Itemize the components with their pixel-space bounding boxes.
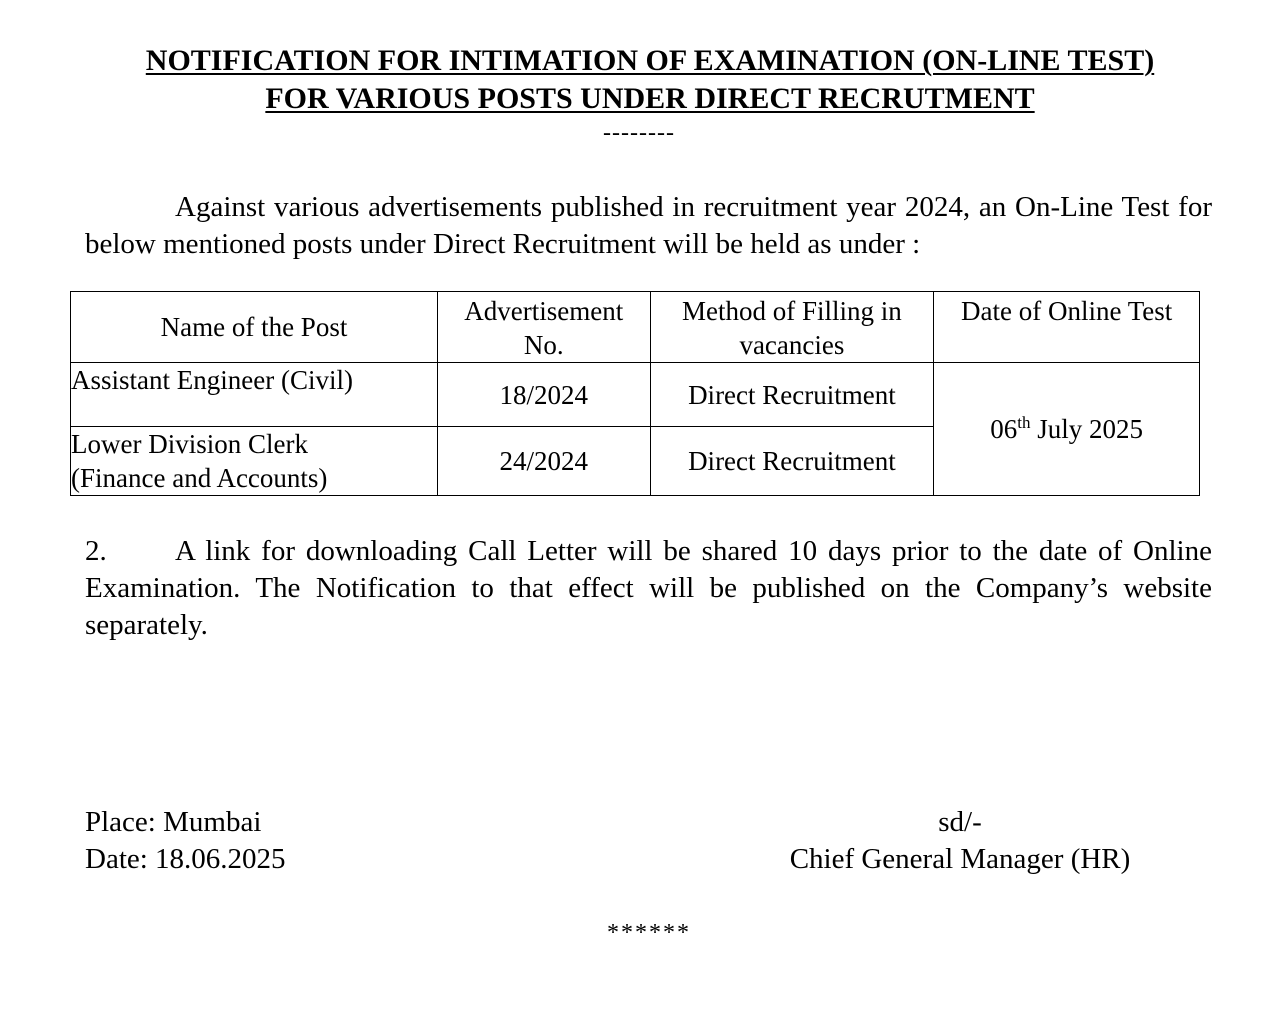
post-name-line2: (Finance and Accounts) xyxy=(71,463,328,493)
method-cell: Direct Recruitment xyxy=(650,427,934,496)
post-name-cell xyxy=(71,427,438,496)
place-text: Place: Mumbai xyxy=(85,806,262,838)
designation-text: Chief General Manager (HR) xyxy=(789,843,1131,875)
test-date-rest: July 2025 xyxy=(1030,414,1144,444)
header-adv-line1: Advertisement xyxy=(464,296,624,326)
test-date-cell xyxy=(934,363,1200,496)
adv-no-cell: 18/2024 xyxy=(437,363,650,427)
header-method xyxy=(650,292,934,363)
date-text: Date: 18.06.2025 xyxy=(85,843,286,875)
header-adv-line2: No. xyxy=(523,330,564,360)
title-line-2: FOR VARIOUS POSTS UNDER DIRECT RECRUTMENT xyxy=(265,82,1035,115)
title-separator: -------- xyxy=(603,120,675,146)
post-name-line1: Lower Division Clerk xyxy=(71,429,308,459)
header-advertisement-no xyxy=(437,292,650,363)
table-header-row xyxy=(71,292,1200,363)
header-test-date: Date of Online Test xyxy=(934,292,1200,363)
method-cell: Direct Recruitment xyxy=(650,363,934,427)
paragraph-2 xyxy=(85,533,1212,644)
posts-table xyxy=(70,291,1200,496)
paragraph-2-text: A link for downloading Call Letter will be shared 10 days prior to the date of Online Examination. The Notification to that effect will be published on the Company’s website separately. xyxy=(85,535,1212,641)
test-date-suffix: th xyxy=(1017,413,1031,432)
post-name-cell xyxy=(71,363,438,427)
header-post-name: Name of the Post xyxy=(71,292,438,363)
signature-block xyxy=(760,804,1160,878)
post-name-line1: Assistant Engineer (Civil) xyxy=(71,365,353,395)
test-date-day: 06 xyxy=(990,414,1018,444)
header-method-line1: Method of Filling in xyxy=(682,296,902,326)
signature-text: sd/- xyxy=(938,806,982,838)
intro-paragraph: Against various advertisements published in recruitment year 2024, an On-Line Test for below mentioned posts under Direct Recruitment will be held as under : xyxy=(85,191,1212,260)
end-marker: ****** xyxy=(607,920,691,946)
paragraph-2-number: 2. xyxy=(85,535,107,567)
header-method-line2: vacancies xyxy=(739,330,845,360)
table-row xyxy=(71,363,1200,427)
adv-no-cell: 24/2024 xyxy=(437,427,650,496)
place-date-block xyxy=(85,804,286,878)
title-line-1: NOTIFICATION FOR INTIMATION OF EXAMINATION (ON-LINE TEST) xyxy=(145,44,1155,77)
